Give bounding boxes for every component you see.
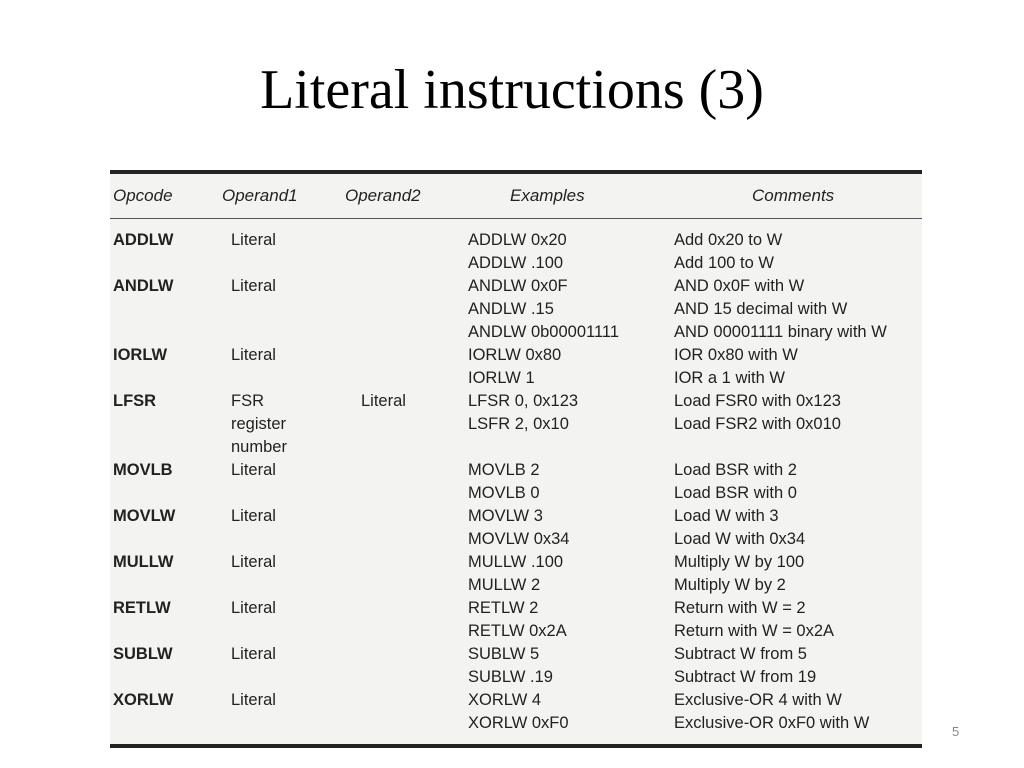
example-cell: ADDLW .100	[468, 254, 564, 272]
operand1-cell: Literal	[231, 645, 276, 663]
opcode-cell: MOVLW	[113, 507, 176, 525]
opcode-cell: ADDLW	[113, 231, 174, 249]
example-cell: MULLW .100	[468, 553, 564, 571]
comment-cell: Subtract W from 19	[674, 668, 817, 686]
comment-cell: Return with W = 0x2A	[674, 622, 835, 640]
example-cell: MOVLB 2	[468, 461, 540, 479]
page-number: 5	[952, 724, 960, 739]
comment-cell: IOR a 1 with W	[674, 369, 785, 387]
header-examples: Examples	[510, 186, 585, 205]
example-cell: LFSR 0, 0x123	[468, 392, 579, 410]
header-comments: Comments	[752, 186, 835, 205]
operand2-cell: Literal	[361, 392, 406, 410]
example-cell: SUBLW .19	[468, 668, 553, 686]
example-cell: IORLW 0x80	[468, 346, 562, 364]
comment-cell: AND 0x0F with W	[674, 277, 805, 295]
opcode-cell: SUBLW	[113, 645, 173, 663]
example-cell: SUBLW 5	[468, 645, 540, 663]
opcode-cell: MOVLB	[113, 461, 173, 479]
operand1-cell: Literal	[231, 507, 276, 525]
example-cell: XORLW 4	[468, 691, 542, 709]
comment-cell: Multiply W by 100	[674, 553, 805, 571]
example-cell: RETLW 0x2A	[468, 622, 567, 640]
comment-cell: Add 100 to W	[674, 254, 774, 272]
example-cell: ADDLW 0x20	[468, 231, 567, 249]
comment-cell: Load FSR0 with 0x123	[674, 392, 841, 410]
instruction-table	[110, 170, 922, 748]
operand1-cell: FSR	[231, 392, 264, 410]
header-operand1: Operand1	[222, 186, 298, 205]
comment-cell: Load W with 3	[674, 507, 779, 525]
operand1-cell: number	[231, 438, 287, 456]
comment-cell: Load FSR2 with 0x010	[674, 415, 841, 433]
comment-cell: AND 15 decimal with W	[674, 300, 848, 318]
table-header-rule	[110, 218, 922, 219]
opcode-cell: MULLW	[113, 553, 174, 571]
header-opcode: Opcode	[113, 186, 173, 205]
operand1-cell: Literal	[231, 346, 276, 364]
comment-cell: IOR 0x80 with W	[674, 346, 798, 364]
example-cell: MOVLW 3	[468, 507, 543, 525]
operand1-cell: Literal	[231, 277, 276, 295]
example-cell: RETLW 2	[468, 599, 539, 617]
opcode-cell: IORLW	[113, 346, 168, 364]
example-cell: ANDLW 0b00001111	[468, 323, 620, 341]
comment-cell: Exclusive-OR 0xF0 with W	[674, 714, 870, 732]
opcode-cell: RETLW	[113, 599, 171, 617]
comment-cell: Subtract W from 5	[674, 645, 807, 663]
opcode-cell: ANDLW	[113, 277, 174, 295]
table-bottom-rule	[110, 744, 922, 748]
example-cell: LSFR 2, 0x10	[468, 415, 569, 433]
comment-cell: Multiply W by 2	[674, 576, 786, 594]
comment-cell: Exclusive-OR 4 with W	[674, 691, 842, 709]
example-cell: IORLW 1	[468, 369, 535, 387]
example-cell: MULLW 2	[468, 576, 541, 594]
example-cell: XORLW 0xF0	[468, 714, 569, 732]
table-top-rule	[110, 170, 922, 174]
opcode-cell: XORLW	[113, 691, 174, 709]
comment-cell: Return with W = 2	[674, 599, 806, 617]
slide-title: Literal instructions (3)	[260, 59, 764, 121]
operand1-cell: Literal	[231, 691, 276, 709]
comment-cell: Load W with 0x34	[674, 530, 806, 548]
operand1-cell: Literal	[231, 231, 276, 249]
example-cell: MOVLB 0	[468, 484, 540, 502]
example-cell: ANDLW .15	[468, 300, 554, 318]
example-cell: MOVLW 0x34	[468, 530, 570, 548]
operand1-cell: Literal	[231, 553, 276, 571]
comment-cell: Add 0x20 to W	[674, 231, 783, 249]
comment-cell: Load BSR with 2	[674, 461, 797, 479]
example-cell: ANDLW 0x0F	[468, 277, 568, 295]
header-operand2: Operand2	[345, 186, 421, 205]
operand1-cell: Literal	[231, 599, 276, 617]
operand1-cell: Literal	[231, 461, 276, 479]
operand1-cell: register	[231, 415, 287, 433]
comment-cell: AND 00001111 binary with W	[674, 323, 887, 341]
opcode-cell: LFSR	[113, 392, 157, 410]
comment-cell: Load BSR with 0	[674, 484, 797, 502]
